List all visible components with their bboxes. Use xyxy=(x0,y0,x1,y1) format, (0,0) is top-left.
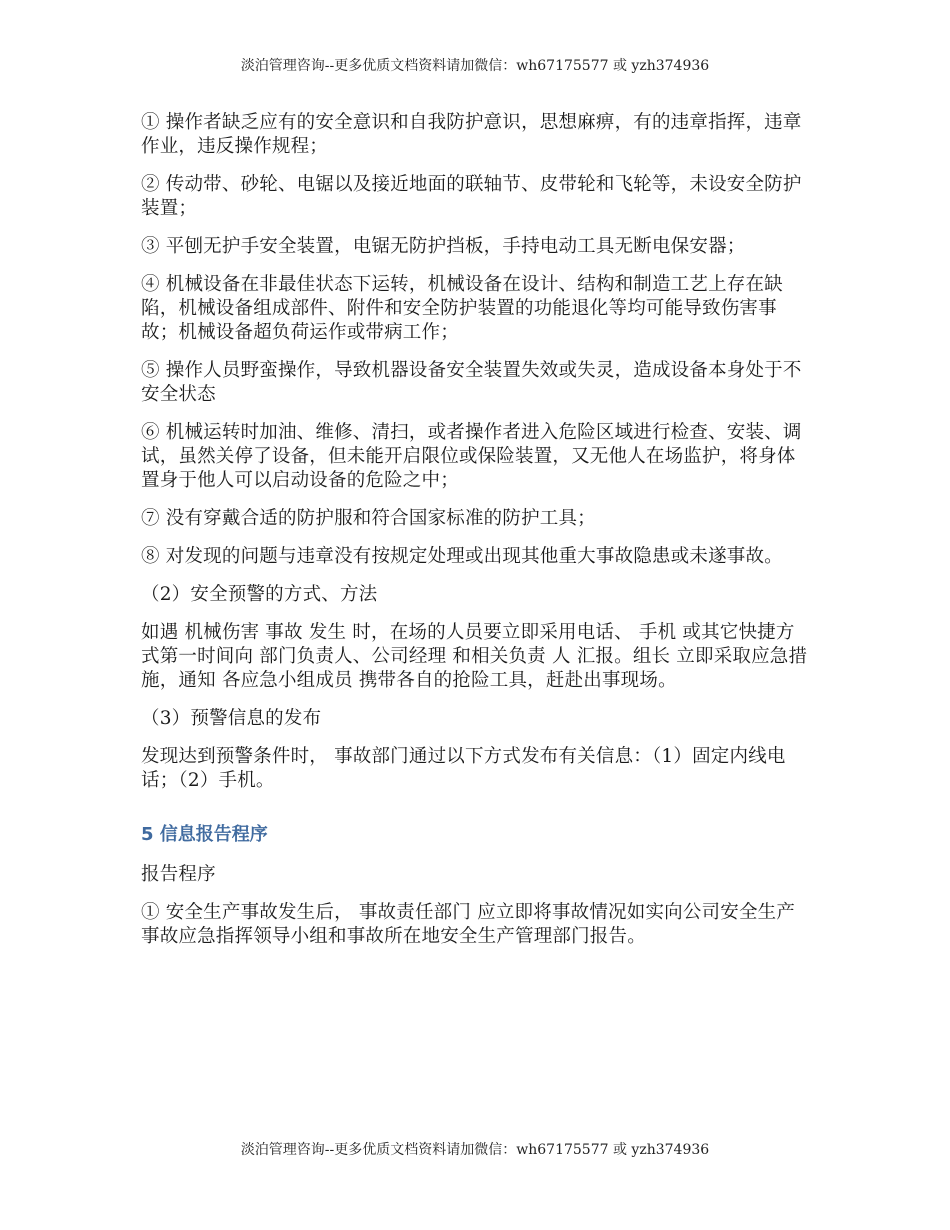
page-header: 淡泊管理咨询--更多优质文档资料请加微信：wh67175577 或 yzh374936 xyxy=(240,58,710,74)
section-heading-info-report: 5 信息报告程序 xyxy=(141,824,268,845)
list-item-1: ① 操作者缺乏应有的安全意识和自我防护意识，思想麻痹，有的违章指挥，违章作业，违反操作规程； xyxy=(141,112,802,157)
list-item-report-1: ① 安全生产事故发生后， 事故责任部门 应立即将事故情况如实向公司安全生产事故应急指挥领导小组和事故所在地安全生产管理部门报告。 xyxy=(141,902,796,947)
subheading-report-procedure: 报告程序 xyxy=(141,864,216,885)
subheading-warning-method: （2）安全预警的方式、方法 xyxy=(141,584,378,605)
paragraph-warning-method: 如遇 机械伤害 事故 发生 时，在场的人员要立即采用电话、 手机 或其它快捷方式第一时间向 部门负责人、公司经理 和相关负责 人 汇报。组长 立即采取应急措施，通知 各应急小组成员 携带各自的抢险工具，赶赴出事现场。 xyxy=(141,622,808,691)
list-item-2: ② 传动带、砂轮、电锯以及接近地面的联轴节、皮带轮和飞轮等，未设安全防护装置； xyxy=(141,174,802,219)
page-footer: 淡泊管理咨询--更多优质文档资料请加微信：wh67175577 或 yzh374936 xyxy=(240,1142,710,1158)
list-item-5: ⑤ 操作人员野蛮操作，导致机器设备安全装置失效或失灵，造成设备本身处于不安全状态 xyxy=(141,360,802,405)
list-item-4: ④ 机械设备在非最佳状态下运转，机械设备在设计、结构和制造工艺上存在缺陷，机械设备组成部件、附件和安全防护装置的功能退化等均可能导致伤害事故；机械设备超负荷运作或带病工作； xyxy=(141,274,783,343)
paragraph-warning-release: 发现达到预警条件时， 事故部门通过以下方式发布有关信息：（1）固定内线电话；（2）手机。 xyxy=(141,746,786,791)
list-item-3: ③ 平刨无护手安全装置，电锯无防护挡板，手持电动工具无断电保安器； xyxy=(141,236,746,257)
document-body xyxy=(141,111,813,963)
list-item-6: ⑥ 机械运转时加油、维修、清扫，或者操作者进入危险区域进行检查、安装、调试，虽然关停了设备，但未能开启限位或保险装置，又无他人在场监护，将身体置身于他人可以启动设备的危险之中； xyxy=(141,422,802,491)
list-item-8: ⑧ 对发现的问题与违章没有按规定处理或出现其他重大事故隐患或未遂事故。 xyxy=(141,546,783,567)
subheading-warning-release: （3）预警信息的发布 xyxy=(141,708,322,729)
list-item-7: ⑦ 没有穿戴合适的防护服和符合国家标准的防护工具； xyxy=(141,508,596,529)
